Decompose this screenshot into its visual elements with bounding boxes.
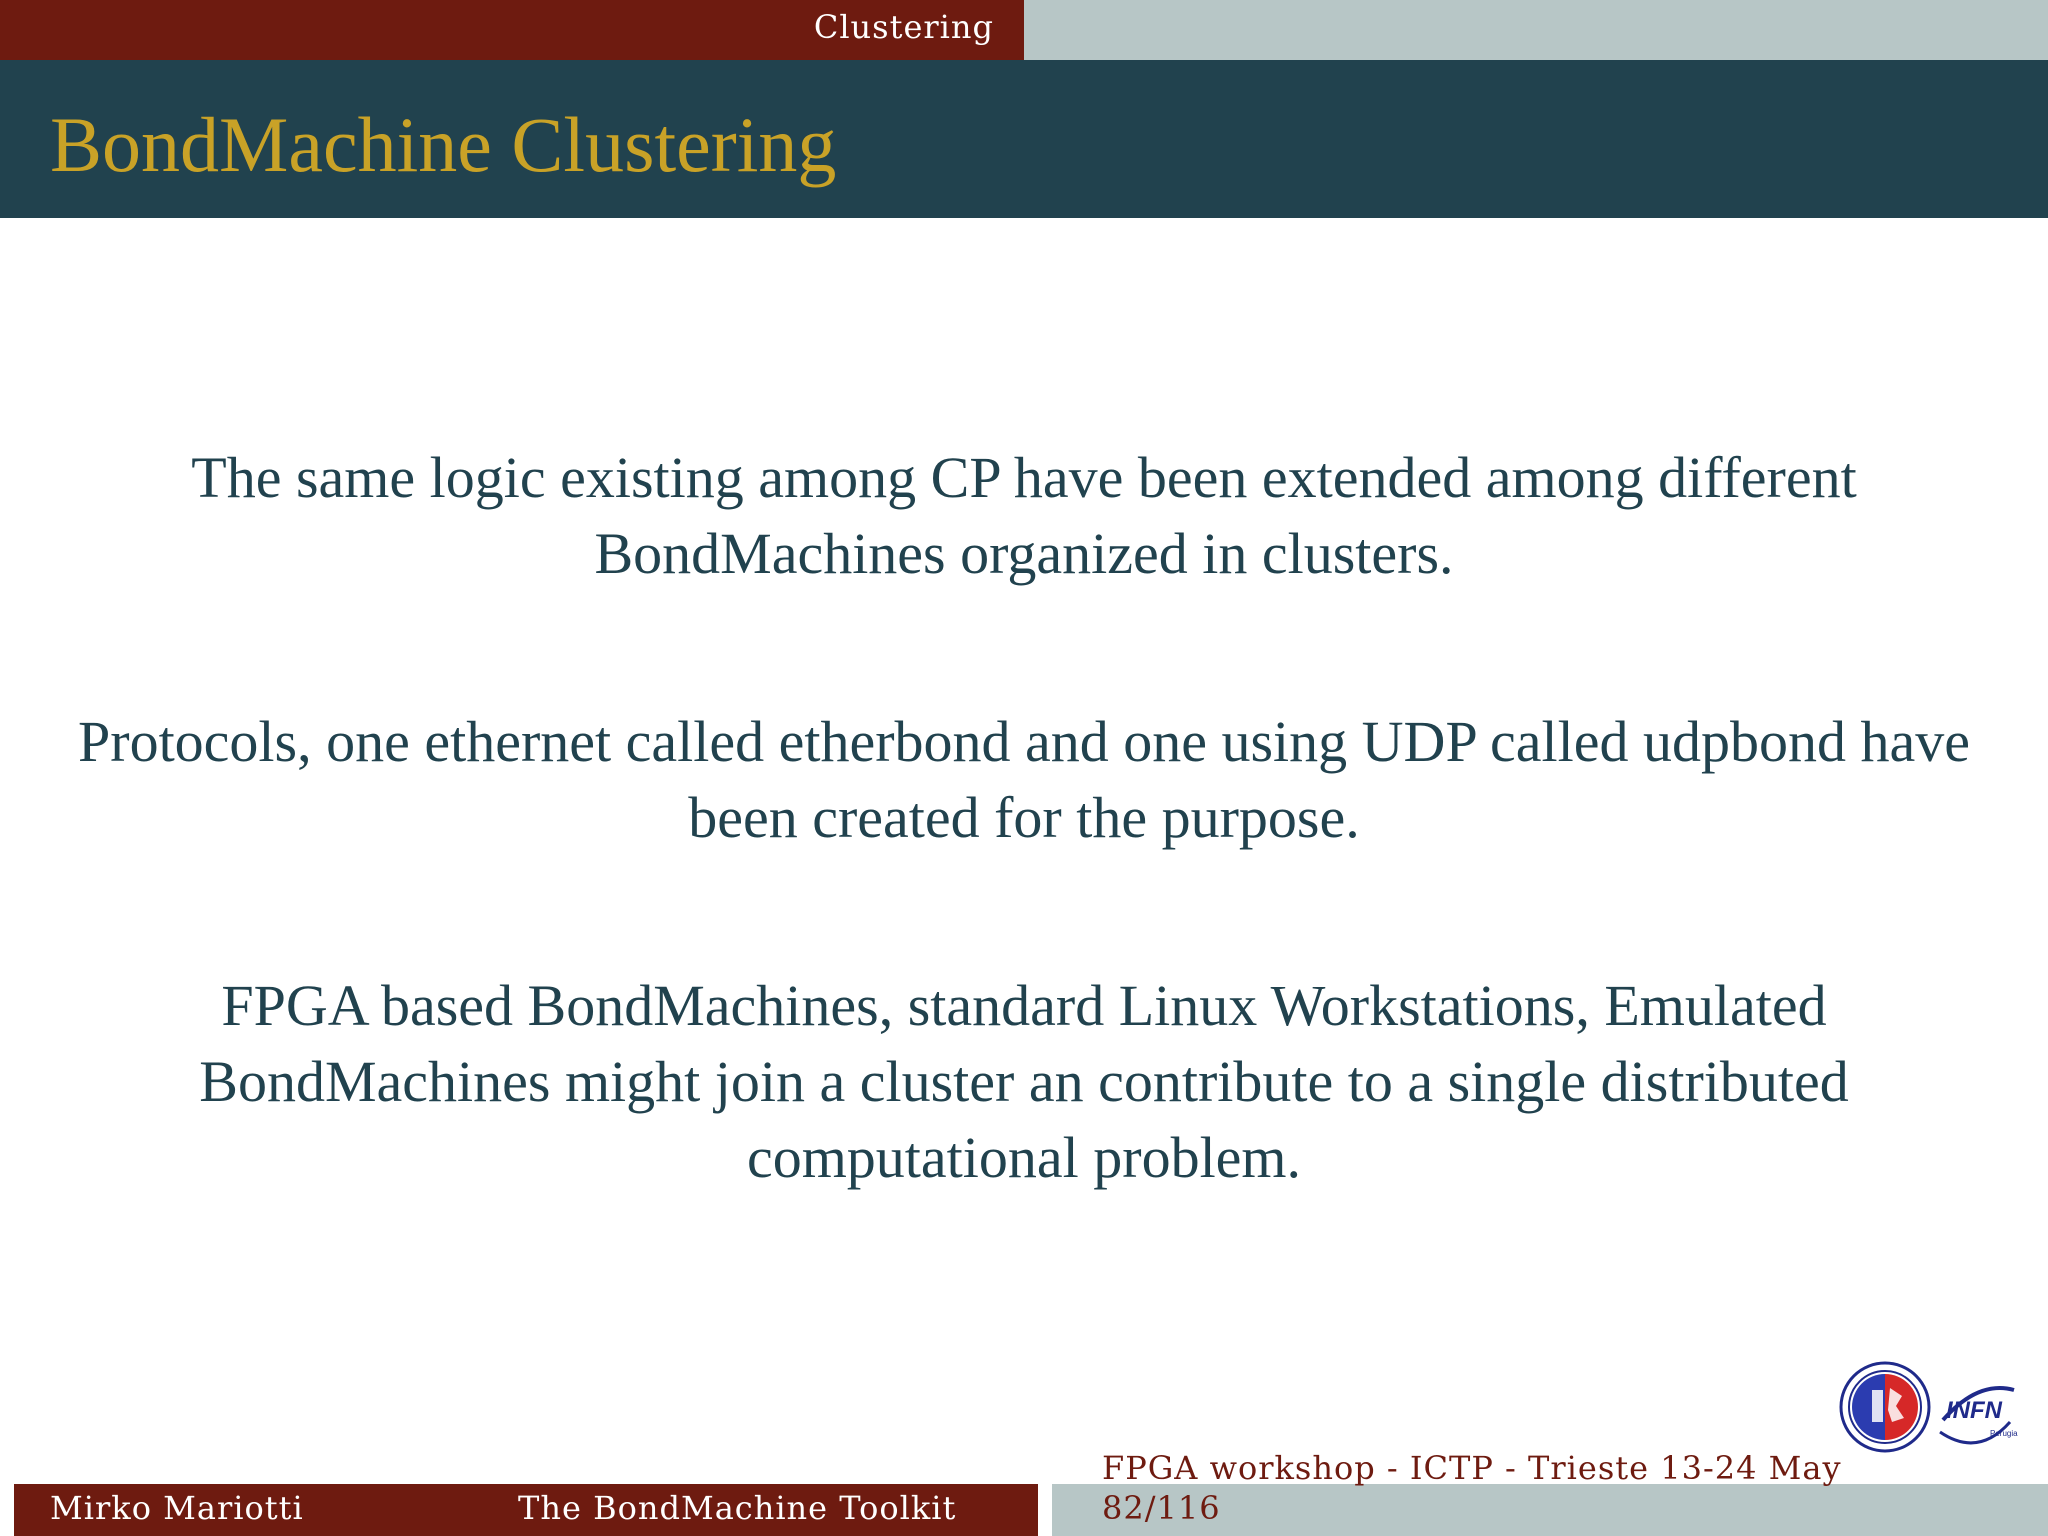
footer-page-number: 82/116 (1102, 1489, 1221, 1527)
footer-short-title: The BondMachine Toolkit (518, 1489, 957, 1527)
slide-content (40, 440, 2008, 1308)
footer-bar (0, 1480, 2048, 1536)
section-name[interactable]: Clustering (813, 8, 994, 46)
paragraph-3: FPGA based BondMachines, standard Linux Workstations, Emulated BondMachines might join a cluster an contribute to a single distributed computational problem. (199, 973, 1849, 1190)
paragraph-1: The same logic existing among CP have been extended among different BondMachines organized in clusters. (191, 445, 1857, 586)
university-seal-icon (1841, 1363, 1929, 1451)
frame-title-bar (0, 60, 2048, 218)
logos-svg (1838, 1360, 2018, 1455)
footer-author: Mirko Mariotti (50, 1489, 304, 1527)
frame-title: BondMachine Clustering (50, 101, 837, 188)
paragraph-2: Protocols, one ethernet called etherbond and one using UDP called udpbond have been created for the purpose. (78, 709, 1970, 850)
infn-logo-sub: Perugia (1990, 1429, 2018, 1438)
footer-event: FPGA workshop - ICTP - Trieste 13-24 May (1102, 1449, 1842, 1487)
infn-logo-text: INFN (1946, 1397, 2002, 1424)
top-nav-bar (0, 0, 2048, 60)
logos (1838, 1360, 2018, 1455)
top-nav-right (1024, 0, 2048, 60)
infn-logo (1940, 1388, 2018, 1443)
top-nav-left (0, 0, 1024, 60)
